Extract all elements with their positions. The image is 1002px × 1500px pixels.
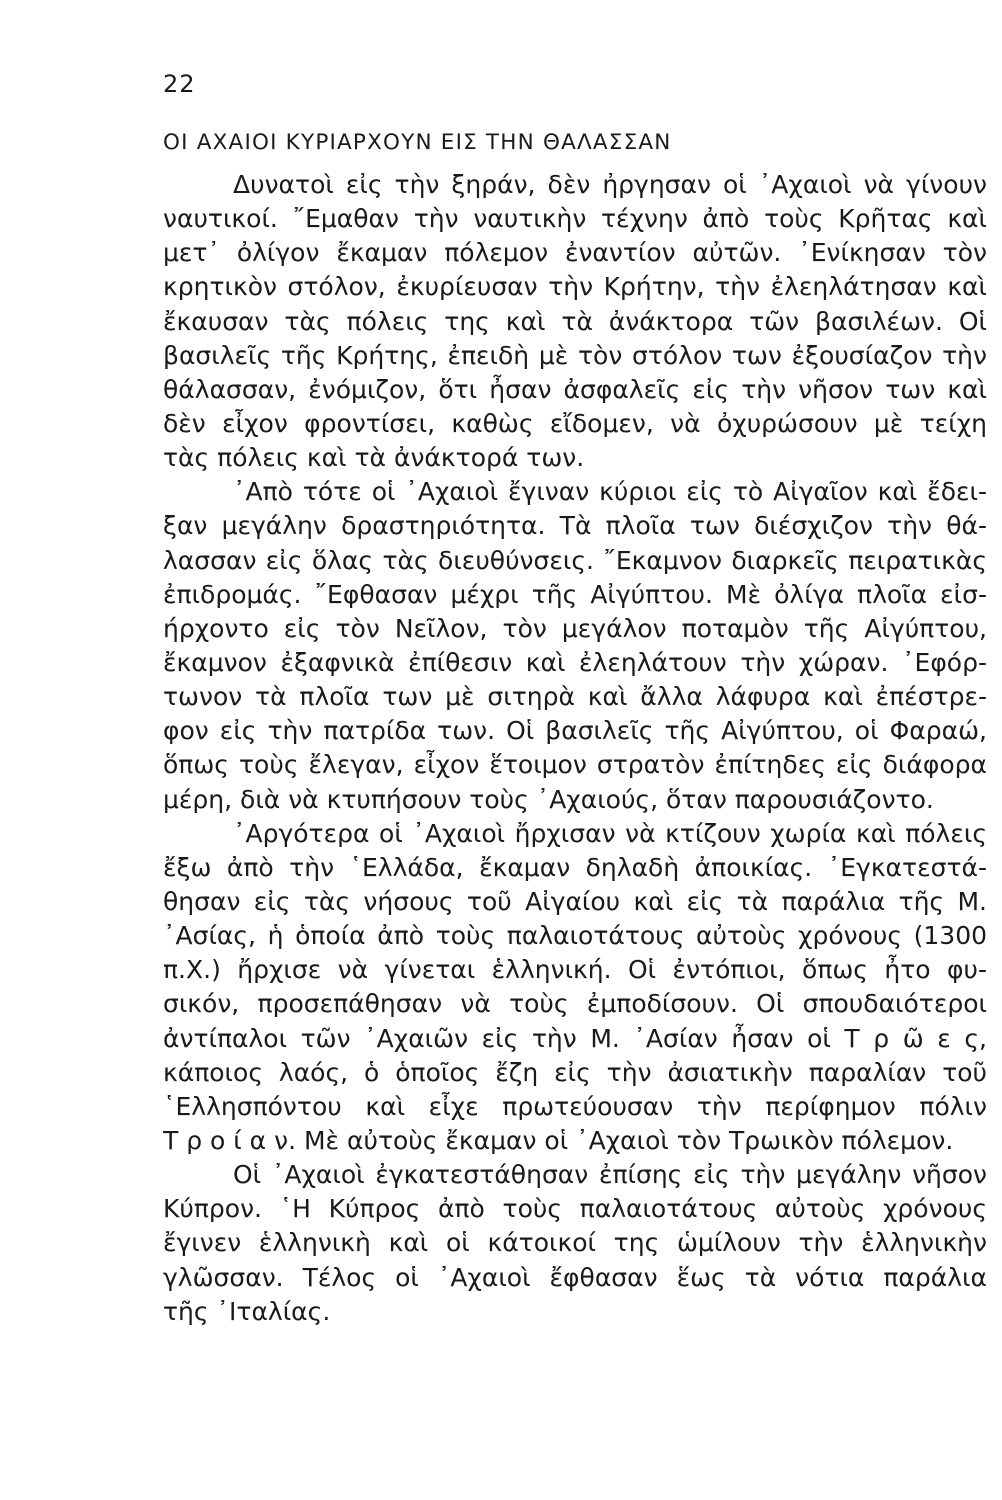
text-line: μέρη, διὰ νὰ κτυπήσουν τοὺς ᾿Αχαιούς, ὅταν παρουσιάζοντο. [163,784,934,814]
text-line: ἀντίπαλοι τῶν ᾿Αχαιῶν εἰς τὴν Μ. ᾿Ασίαν ἦσαν οἱ Τ ρ ῶ ε ς, [163,1023,987,1053]
text-line: ἔξω ἀπὸ τὴν ῾Ελλάδα, ἔκαμαν δηλαδὴ ἀποικίας. ᾿Εγκατεστά- [163,852,987,882]
text-line: Δυνατοὶ εἰς τὴν ξηράν, δὲν ἠργησαν οἱ ᾿Αχαιοὶ νὰ γίνουν [233,170,987,199]
text-line: δὲν εἶχον φροντίσει, καθὼς εἴδομεν, νὰ ὀχυρώσουν μὲ τείχη [163,408,987,438]
text-line: κρητικὸν στόλον, ἐκυρίευσαν τὴν Κρήτην, τὴν ἐλεηλάτησαν καὶ [163,272,987,302]
text-line: π.Χ.) ἤρχισε νὰ γίνεται ἑλληνική. Οἱ ἐντόπιοι, ὅπως ἦτο φυ- [163,955,987,985]
text-line: Τ ρ ο ί α ν. Μὲ αὐτοὺς ἔκαμαν οἱ ᾿Αχαιοὶ τὸν Τρωικὸν πόλεμον. [163,1125,954,1155]
text-line: τῆς ᾿Ιταλίας. [163,1296,331,1326]
text-line: ναυτικοί. ῎Εμαθαν τὴν ναυτικὴν τέχνην ἀπὸ τοὺς Κρῆτας καὶ [163,204,987,234]
body-text [163,168,987,1329]
text-line: ἔκαυσαν τὰς πόλεις της καὶ τὰ ἀνάκτορα τῶν βασιλέων. Οἱ [163,306,987,336]
text-line: ὅπως τοὺς ἔλεγαν, εἶχον ἕτοιμον στρατὸν ἐπίτηδες εἰς διάφορα [163,750,987,780]
text-line: ἐπιδρομάς. ῎Εφθασαν μέχρι τῆς Αἰγύπτου. Μὲ ὀλίγα πλοῖα εἰσ- [163,579,987,609]
text-line: θησαν εἰς τὰς νήσους τοῦ Αἰγαίου καὶ εἰς τὰ παράλια τῆς Μ. [163,886,987,916]
text-line: ήρχοντο εἰς τὸν Νεῖλον, τὸν μεγάλον ποταμὸν τῆς Αἰγύπτου, [163,613,987,643]
text-line: ᾿Αργότερα οἱ ᾿Αχαιοὶ ἤρχισαν νὰ κτίζουν χωρία καὶ πόλεις [233,818,987,848]
text-line: μετ᾿ ὀλίγον ἔκαμαν πόλεμον ἐναντίον αὐτῶν. ᾿Ενίκησαν τὸν [163,238,987,268]
text-line: θάλασσαν, ἐνόμιζον, ὅτι ἦσαν ἀσφαλεῖς εἰς τὴν νῆσον των καὶ [163,374,987,404]
chapter-title: ΟΙ ΑΧΑΙΟΙ ΚΥΡΙΑΡΧΟΥΝ ΕΙΣ ΤΗΝ ΘΑΛΑΣΣΑΝ [163,130,672,155]
text-line: λασσαν εἰς ὅλας τὰς διευθύνσεις. ῎Εκαμνον διαρκεῖς πειρατικὰς [163,545,987,575]
text-line: τωνον τὰ πλοῖα των μὲ σιτηρὰ καὶ ἄλλα λάφυρα καὶ ἐπέστρε- [163,682,987,712]
text-line: σικόν, προσεπάθησαν νὰ τοὺς ἐμποδίσουν. Οἱ σπουδαιότεροι [163,989,987,1019]
text-line: Κύπρον. ῾Η Κύπρος ἀπὸ τοὺς παλαιοτάτους αὐτοὺς χρόνους [163,1194,987,1224]
text-line: ῾Ελλησπόντου καὶ εἶχε πρωτεύουσαν τὴν περίφημον πόλιν [163,1091,987,1121]
text-line: ἔγινεν ἑλληνικὴ καὶ οἱ κάτοικοί της ὡμίλουν τὴν ἑλληνικὴν [163,1228,987,1258]
text-line: φον εἰς τὴν πατρίδα των. Οἱ βασιλεῖς τῆς Αἰγύπτου, οἱ Φαραώ, [163,716,987,746]
text-line: κάποιος λαός, ὁ ὁποῖος ἔζη εἰς τὴν ἀσιατικὴν παραλίαν τοῦ [163,1057,987,1087]
text-line: ἔκαμνον ἐξαφνικὰ ἐπίθεσιν καὶ ἐλεηλάτουν τὴν χώραν. ᾿Εφόρ- [163,647,987,677]
text-line: βασιλεῖς τῆς Κρήτης, ἐπειδὴ μὲ τὸν στόλον των ἐξουσίαζον τὴν [163,340,987,370]
text-line: ᾿Ασίας, ἡ ὁποία ἀπὸ τοὺς παλαιοτάτους αὐτοὺς χρόνους (1300 [163,921,987,951]
text-line: Οἱ ᾿Αχαιοὶ ἐγκατεστάθησαν ἐπίσης εἰς τὴν μεγάλην νῆσον [233,1160,987,1190]
page-number: 22 [163,70,196,98]
text-line: γλῶσσαν. Τέλος οἱ ᾿Αχαιοὶ ἔφθασαν ἕως τὰ νότια παράλια [163,1262,987,1292]
text-line: τὰς πόλεις καὶ τὰ ἀνάκτορά των. [163,443,585,473]
text-line: ᾿Απὸ τότε οἱ ᾿Αχαιοὶ ἔγιναν κύριοι εἰς τὸ Αἰγαῖον καὶ ἔδει- [233,477,987,507]
text-line: ξαν μεγάλην δραστηριότητα. Τὰ πλοῖα των διέσχιζον τὴν θά- [163,511,987,541]
